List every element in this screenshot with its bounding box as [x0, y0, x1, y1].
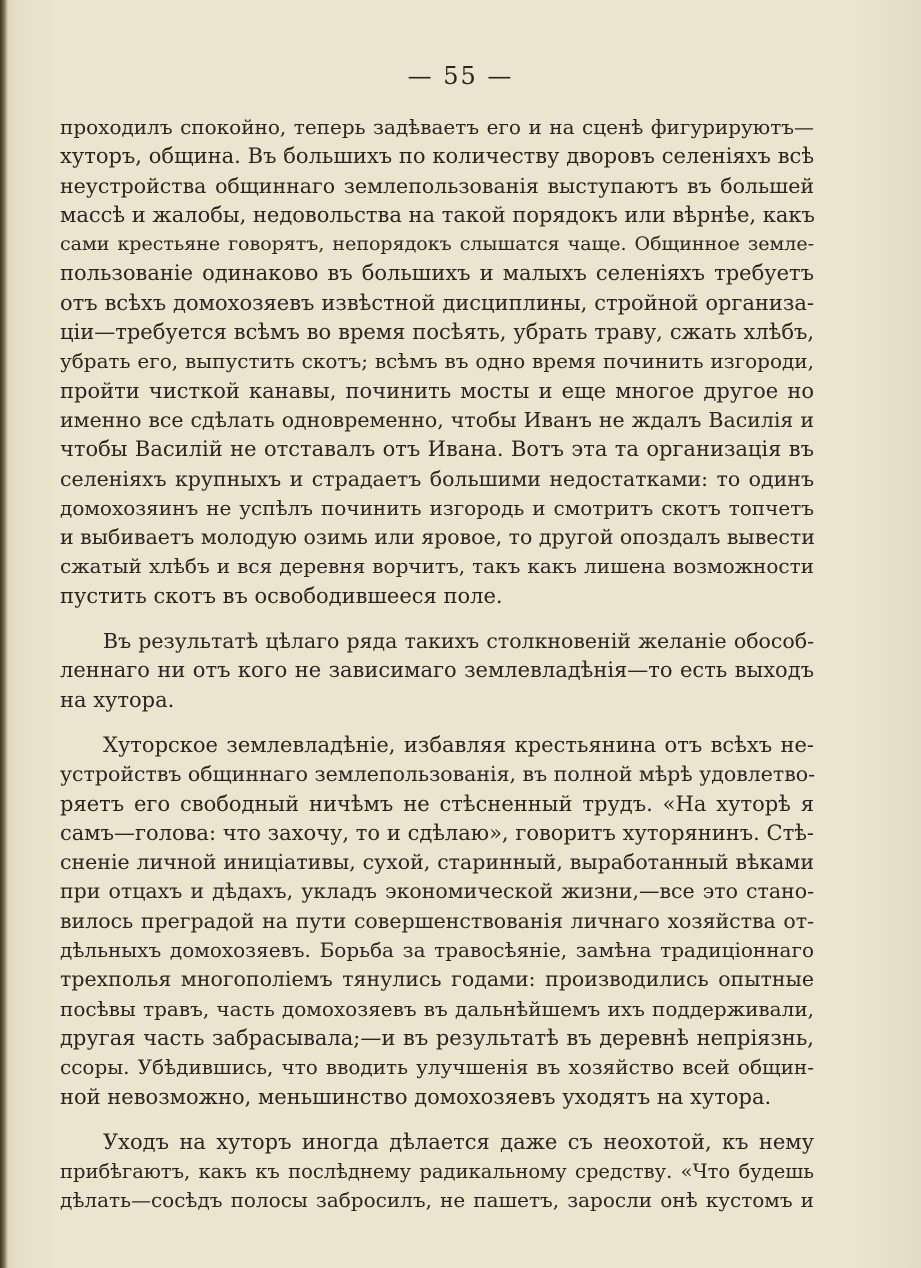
paragraph-gap: [60, 715, 814, 731]
text-line: Уходъ на хуторъ иногда дѣлается даже съ неохотой, къ нему: [103, 1129, 814, 1154]
text-line: дѣльныхъ домохозяевъ. Борьба за травосѣяніе, замѣна традиціоннаго: [60, 938, 814, 963]
text-line: ціи—требуется всѣмъ во время посѣять, убрать траву, сжать хлѣбъ,: [60, 320, 814, 345]
text-line: другая часть забрасывала;—и въ результатѣ въ деревнѣ непріязнь,: [60, 1025, 814, 1050]
text-line: сненіе личной иниціативы, сухой, старинный, выработанный вѣками: [60, 850, 814, 875]
paragraph: [60, 731, 814, 1112]
text-line: на хутора.: [60, 687, 175, 712]
text-line: дѣлать—сосѣдъ полосы забросилъ, не пашетъ, заросли онѣ кустомъ и: [60, 1188, 814, 1213]
text-line: пустить скотъ въ освободившееся поле.: [60, 583, 503, 608]
text-line: вилось преградой на пути совершенствованія личнаго хозяйства от-: [60, 908, 814, 933]
text-line: ной невозможно, меньшинство домохозяевъ уходятъ на хутора.: [60, 1084, 772, 1109]
paragraph: [60, 627, 814, 715]
text-line: леннаго ни отъ кого не зависимаго землевладѣнія—то есть выходъ: [60, 658, 814, 683]
text-line: Хуторское землевладѣніе, избавляя крестьянина отъ всѣхъ не-: [103, 732, 814, 757]
page-binding-edge: [0, 0, 8, 1268]
text-line: именно все сдѣлать одновременно, чтобы Иванъ не ждалъ Василія и: [60, 407, 814, 432]
text-line: и выбиваетъ молодую озимь или яровое, то другой опоздалъ вывести: [60, 525, 815, 550]
text-line: убрать его, выпустить скотъ; всѣмъ въ одно время починить изгороди,: [60, 349, 814, 374]
text-line: сжатый хлѣбъ и вся деревня ворчитъ, такъ какъ лишена возможности: [60, 554, 814, 579]
text-line: селеніяхъ крупныхъ и страдаетъ большими недостатками: то одинъ: [60, 466, 814, 491]
text-line: прибѣгаютъ, какъ къ послѣднему радикальному средству. «Что будешь: [60, 1160, 814, 1184]
text-line: самъ—голова: что захочу, то и сдѣлаю», говоритъ хуторянинъ. Стѣ-: [60, 820, 814, 845]
text-line: сами крестьяне говорятъ, непорядокъ слышатся чаще. Общинное земле-: [60, 233, 814, 256]
text-line: массѣ и жалобы, недовольства на такой порядокъ или вѣрнѣе, какъ: [60, 202, 815, 227]
text-line: проходилъ спокойно, теперь задѣваетъ его и на сценѣ фигурируютъ—: [60, 115, 814, 139]
page-number: — 55 —: [407, 62, 514, 90]
text-line: Въ результатѣ цѣлаго ряда такихъ столкновеній желаніе обособ-: [103, 629, 814, 654]
text-line: посѣвы травъ, часть домохозяевъ въ дальнѣйшемъ ихъ поддерживали,: [60, 996, 814, 1021]
text-line: ссоры. Убѣдившись, что вводить улучшенія въ хозяйство всей общин-: [60, 1055, 814, 1080]
text-line: ряетъ его свободный ничѣмъ не стѣсненный трудъ. «На хуторѣ я: [60, 791, 814, 816]
text-line: чтобы Василій не отставалъ отъ Ивана. Вотъ эта та организація въ: [60, 437, 814, 462]
text-line: неустройства общиннаго землепользованія выступаютъ въ большей: [60, 173, 814, 198]
text-line: пройти чисткой канавы, починить мосты и еще многое другое но: [60, 378, 814, 403]
text-line: трехполья многополіемъ тянулись годами: производились опытные: [60, 967, 814, 992]
paragraph: [60, 1128, 814, 1216]
text-line: хуторъ, община. Въ большихъ по количеству дворовъ селеніяхъ всѣ: [60, 144, 814, 169]
body-text: [60, 113, 814, 1216]
text-line: устройствъ общиннаго землепользованія, въ полной мѣрѣ удовлетво-: [60, 762, 816, 787]
paragraph-gap: [60, 611, 814, 627]
paragraph: [60, 113, 814, 611]
text-line: отъ всѣхъ домохозяевъ извѣстной дисциплины, стройной организа-: [60, 290, 814, 315]
paragraph-gap: [60, 1112, 814, 1128]
text-line: домохозяинъ не успѣлъ починить изгородь и смотритъ скотъ топчетъ: [60, 495, 814, 520]
text-line: при отцахъ и дѣдахъ, укладъ экономической жизни,—все это стано-: [60, 879, 814, 904]
text-line: пользованіе одинаково въ большихъ и малыхъ селеніяхъ требуетъ: [60, 261, 814, 286]
